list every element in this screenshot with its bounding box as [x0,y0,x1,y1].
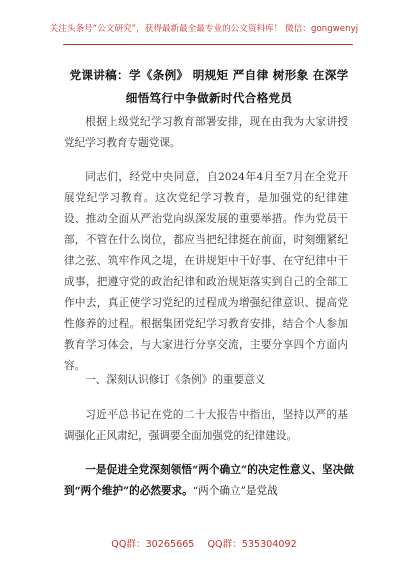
document-body [64,112,348,377]
page-footer [0,536,408,550]
paragraph-4-bold: 一是促进全党深刻领悟“两个确立”的决定性意义、坚决做到“两个维护”的必然要求。 [64,464,354,497]
paragraph-3-text: 习近平总书记在党的二十大报告中指出，坚持以严的基调强化正风肃纪，强调要全面加强党的纪律建设。 [64,409,348,442]
document-title: 党课讲稿：学《条例》 明规矩 严自律 树形象 在深学细悟笃行中争做新时代合格党员 [69,68,349,105]
paragraph-main: 同志们，经党中央同意，自2024年4月至7月在全党开展党纪学习教育。这次党纪学习教育，是加强党的纪律建设、推动全面从严治党向纵深发展的重要举措。作为党员干部，不管在什么岗位，都应当把纪律挺在前面，时刻绷紧纪律之弦、筑牢作风之堤，在讲规矩中干好事、在守纪律中干成事，把遵守党的政治纪律和政治规矩落实到自己的全部工作中去，真正使学习党纪的过程成为增强纪律意识、提高党性修养的过程。根据集团党纪学习教育安排，结合个人参加教育学习体会，与大家进行分享交流，主要分享四个方面内容。 [64,171,348,372]
section-heading: 一、深刻认识修订《条例》的重要意义 [85,374,266,386]
footer-qq-group-1: QQ群：30265665 [111,539,195,550]
paragraph-intro: 根据上级党纪学习教育部署安排，现在由我为大家讲授党纪学习教育专题党课。 [64,116,348,149]
header-divider [63,44,353,45]
header-promo-text: 关注头条号“公文研究”，获得最新最全最专业的公文资料库！ 微信：gongwenyj [49,24,359,34]
paragraph-4-rest: “两个确立”是党战 [192,485,278,497]
paragraph-3 [64,405,348,447]
paragraph-4 [64,460,354,502]
page-header [0,0,408,56]
footer-qq-group-2: QQ群：535304092 [207,539,297,550]
